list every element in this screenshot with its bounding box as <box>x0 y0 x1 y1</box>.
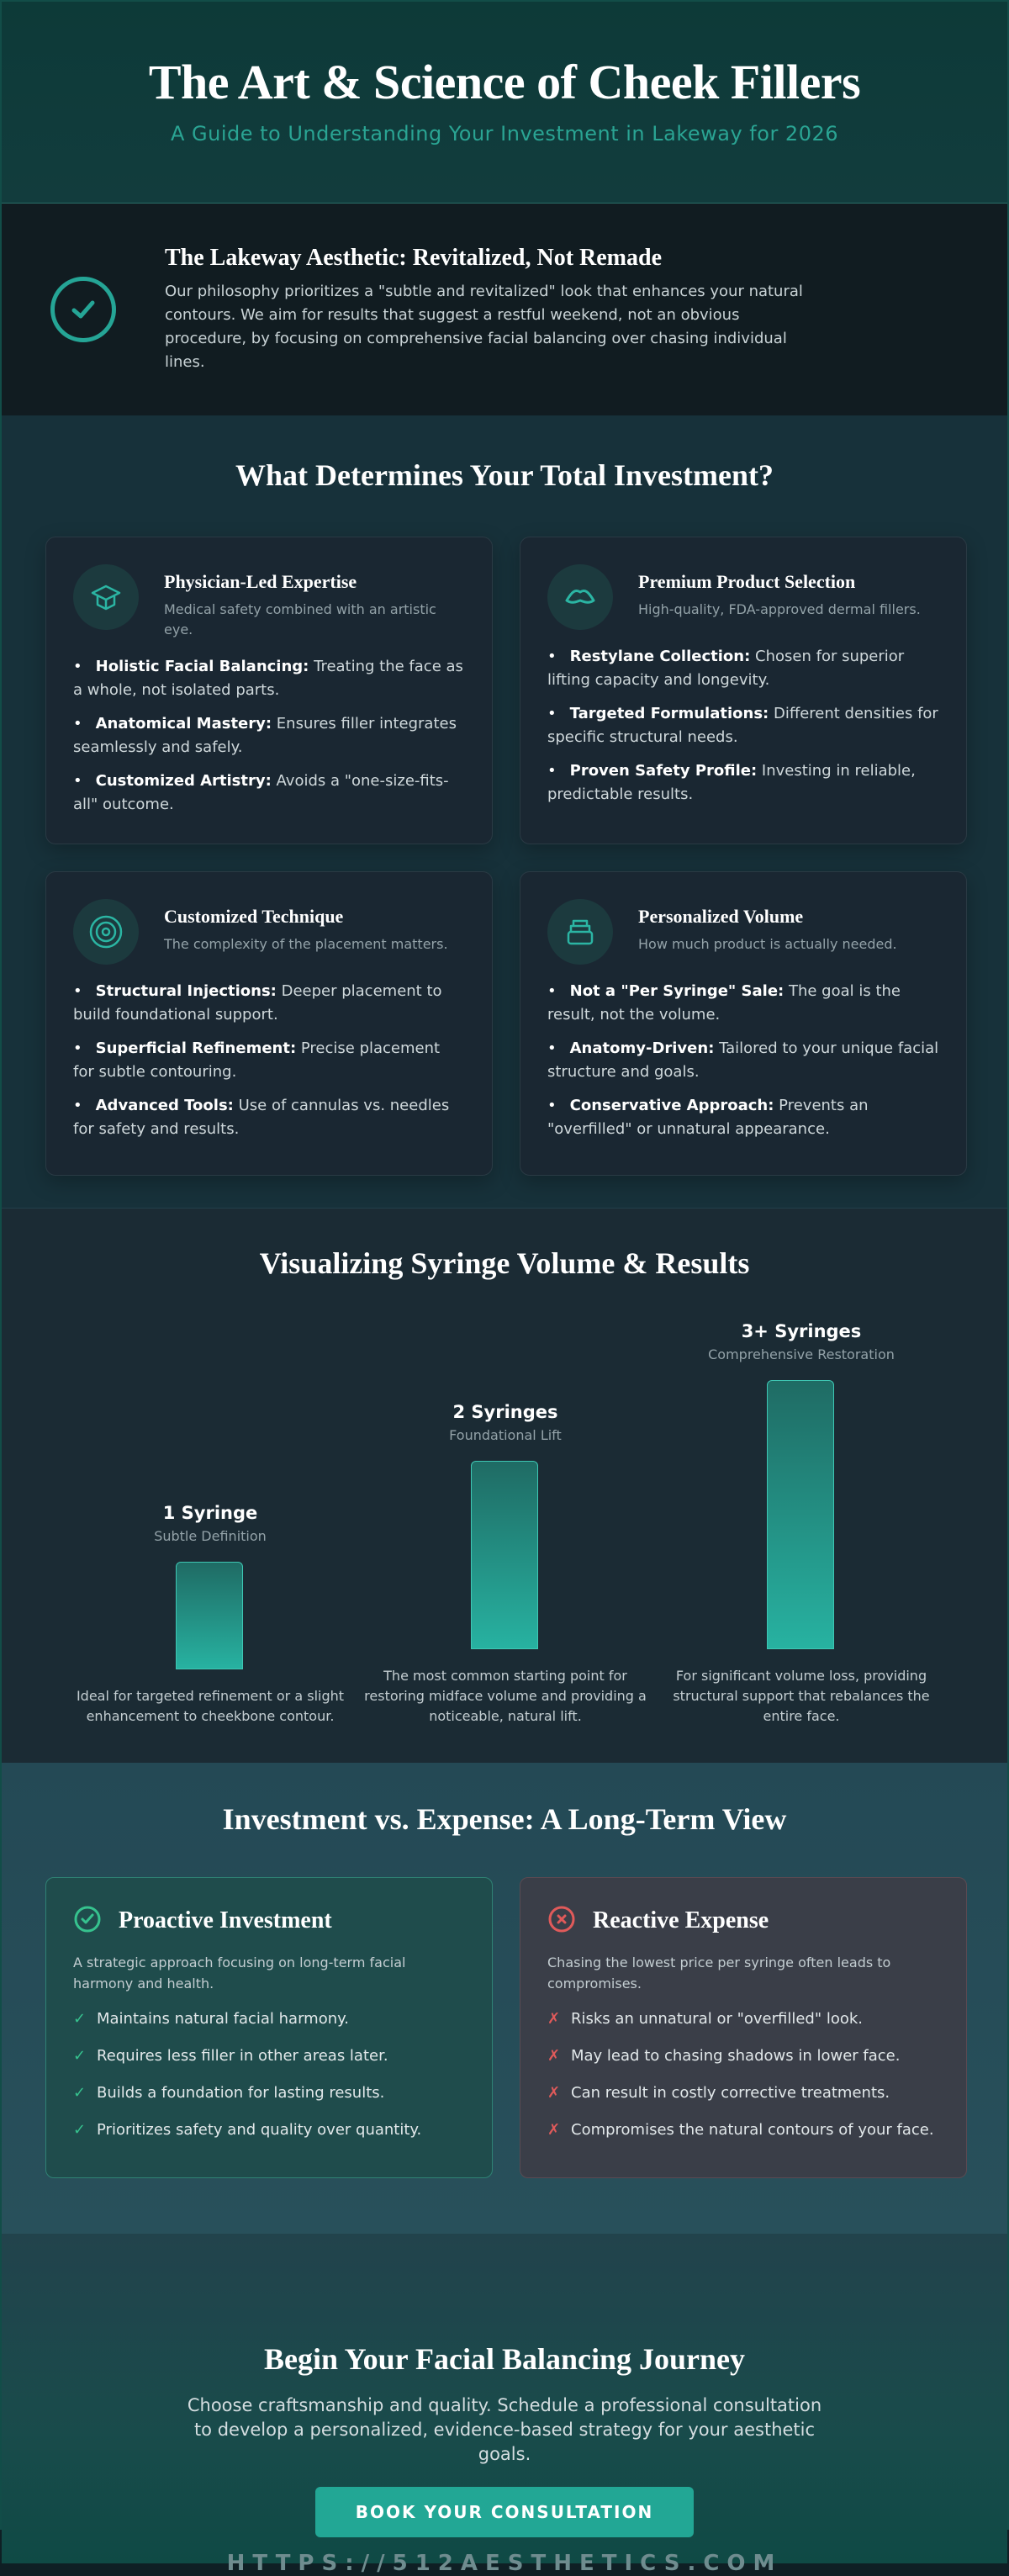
cta-title: Begin Your Facial Balancing Journey <box>263 2342 746 2376</box>
list-item: • Anatomy-Driven: Tailored to your unique facial structure and goals. <box>547 1039 939 1081</box>
volume-column-1 <box>67 1503 353 1544</box>
volume-description: The most common starting point for restoring midface volume and providing a noticeable, natural lift. <box>364 1668 647 1724</box>
volume-sublabel: Comprehensive Restoration <box>708 1346 895 1362</box>
check-circle-icon <box>73 1905 102 1937</box>
call-to-action <box>2 2234 1007 2576</box>
layers-icon <box>547 899 613 965</box>
card-desc: High-quality, FDA-approved dermal fillers. <box>638 601 921 617</box>
cross-icon: ✗ <box>547 2084 561 2102</box>
philosophy-title: The Lakeway Aesthetic: Revitalized, Not Remade <box>165 245 663 271</box>
page-subtitle: A Guide to Understanding Your Investment in Lakeway for 2026 <box>170 122 839 145</box>
card-title: Premium Product Selection <box>638 571 856 592</box>
section-title-factors: What Determines Your Total Investment? <box>235 458 774 492</box>
list-item: • Not a "Per Syringe" Sale: The goal is the result, not the volume. <box>547 982 901 1024</box>
factor-card-product <box>520 537 967 844</box>
list-item: • Restylane Collection: Chosen for superior lifting capacity and longevity. <box>547 648 905 689</box>
list-item: ✓ Maintains natural facial harmony. <box>73 2010 349 2028</box>
list-item: ✓ Requires less filler in other areas later. <box>73 2047 388 2065</box>
philosophy-banner <box>2 204 1007 415</box>
list-item: • Targeted Formulations: Different densities for specific structural needs. <box>547 705 938 746</box>
volume-label: 2 Syringes <box>452 1402 558 1422</box>
card-desc: A strategic approach focusing on long-term facial harmony and health. <box>73 1954 406 1992</box>
card-title: Customized Technique <box>164 906 344 927</box>
list-item: • Proven Safety Profile: Investing in reliable, predictable results. <box>547 762 916 803</box>
x-circle-icon <box>547 1905 576 1937</box>
volume-label: 1 Syringe <box>162 1503 258 1523</box>
factor-card-expertise <box>45 537 493 844</box>
lip-curve-icon <box>547 564 613 630</box>
volume-sublabel: Foundational Lift <box>449 1427 562 1443</box>
list-item: ✓ Builds a foundation for lasting results. <box>73 2084 385 2102</box>
card-title: Reactive Expense <box>593 1907 769 1933</box>
syringe-volume-section <box>2 1208 1007 1763</box>
volume-bar-2 <box>471 1461 538 1649</box>
list-item: • Advanced Tools: Use of cannulas vs. needles for safety and results. <box>73 1097 450 1138</box>
volume-description: For significant volume loss, providing structural support that rebalances the entire face. <box>673 1668 930 1724</box>
list-item: • Customized Artistry: Avoids a "one-size-fits-all" outcome. <box>73 772 449 813</box>
volume-column-3 <box>658 1321 944 1362</box>
target-icon <box>73 899 139 965</box>
volume-sublabel: Subtle Definition <box>154 1528 267 1544</box>
philosophy-body: Our philosophy prioritizes a "subtle and revitalized" look that enhances your natural contours. We aim for results that suggest a restful weekend, not an obvious procedure, by focusing on comprehensive facial balancing over chasing individual lines. <box>165 283 803 371</box>
card-desc: Chasing the lowest price per syringe often leads to compromises. <box>547 1954 891 1992</box>
proactive-investment-card <box>45 1877 493 2178</box>
list-item: • Superficial Refinement: Precise placement for subtle contouring. <box>73 1039 441 1081</box>
card-desc: Medical safety combined with an artistic eye. <box>164 601 436 637</box>
cross-icon: ✗ <box>547 2047 561 2065</box>
investment-factors-section <box>2 415 1007 1208</box>
checkmark-icon: ✓ <box>73 2010 87 2028</box>
volume-bar-3 <box>767 1380 834 1649</box>
volume-description: Ideal for targeted refinement or a slight enhancement to cheekbone contour. <box>76 1688 345 1724</box>
volume-column-2 <box>362 1402 648 1443</box>
card-title: Personalized Volume <box>638 906 804 927</box>
section-title-volume: Visualizing Syringe Volume & Results <box>259 1246 750 1280</box>
volume-bar-1 <box>176 1562 243 1669</box>
check-circle-icon <box>50 277 116 342</box>
graduation-cap-icon <box>73 564 139 630</box>
cross-icon: ✗ <box>547 2121 561 2139</box>
checkmark-icon: ✓ <box>73 2084 87 2102</box>
list-item: ✓ Prioritizes safety and quality over quantity. <box>73 2121 422 2139</box>
cta-body: Choose craftsmanship and quality. Schedule a professional consultation to develop a personalized, evidence-based strategy for your aesthetic goals. <box>187 2395 822 2464</box>
hero-header <box>2 2 1007 204</box>
factor-card-technique <box>45 871 493 1176</box>
factor-card-volume <box>520 871 967 1176</box>
book-consultation-button[interactable]: BOOK YOUR CONSULTATION <box>315 2487 694 2537</box>
list-item: ✗ Compromises the natural contours of your face. <box>547 2121 934 2139</box>
card-title: Physician-Led Expertise <box>164 571 357 592</box>
list-item: • Structural Injections: Deeper placement to build foundational support. <box>73 982 442 1024</box>
list-item: ✗ Can result in costly corrective treatments. <box>547 2084 890 2102</box>
website-link[interactable]: HTTPS://512AESTHETICS.COM <box>226 2551 783 2576</box>
list-item: • Anatomical Mastery: Ensures filler integrates seamlessly and safely. <box>73 715 457 756</box>
card-desc: How much product is actually needed. <box>638 936 897 952</box>
list-item: • Conservative Approach: Prevents an "overfilled" or unnatural appearance. <box>547 1097 869 1138</box>
card-title: Proactive Investment <box>119 1907 332 1933</box>
checkmark-icon: ✓ <box>73 2047 87 2065</box>
cross-icon: ✗ <box>547 2010 561 2028</box>
investment-vs-expense-section <box>2 1763 1007 2234</box>
reactive-expense-card <box>520 1877 967 2178</box>
list-item: ✗ May lead to chasing shadows in lower face. <box>547 2047 901 2065</box>
volume-label: 3+ Syringes <box>741 1321 862 1341</box>
list-item: • Holistic Facial Balancing: Treating the face as a whole, not isolated parts. <box>73 658 463 699</box>
list-item: ✗ Risks an unnatural or "overfilled" look. <box>547 2010 864 2028</box>
page-title: The Art & Science of Cheek Fillers <box>148 55 861 109</box>
card-desc: The complexity of the placement matters. <box>164 936 448 952</box>
section-title-invest: Investment vs. Expense: A Long-Term View <box>222 1802 787 1836</box>
checkmark-icon: ✓ <box>73 2121 87 2139</box>
